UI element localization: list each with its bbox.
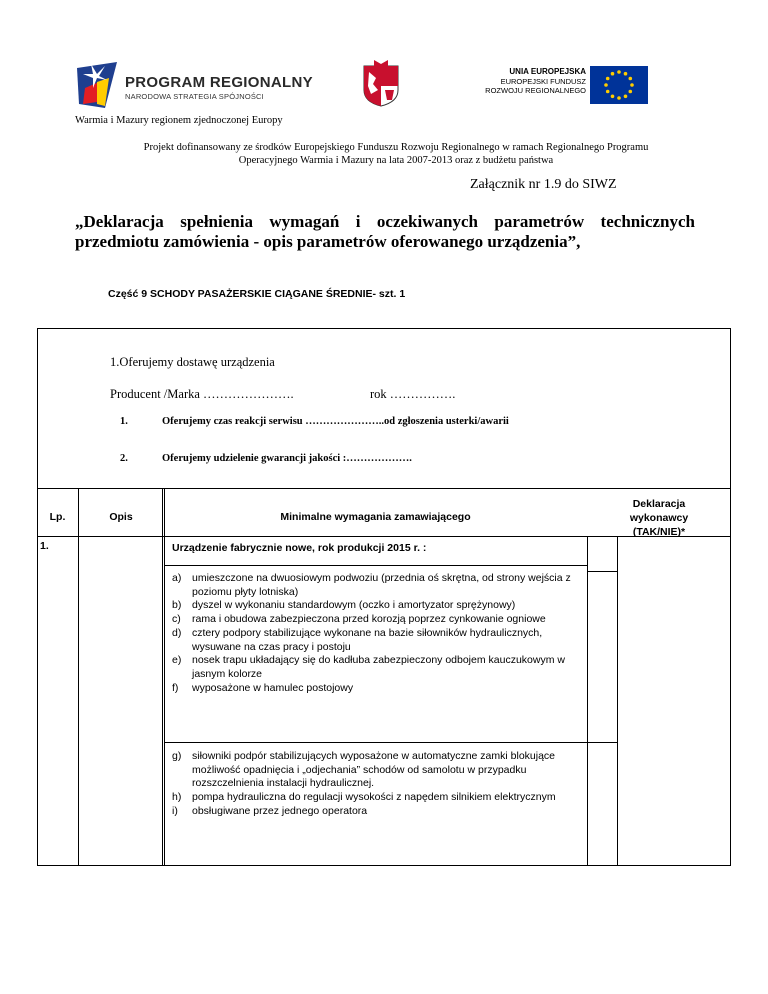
header-declaration-line-2: wykonawcy xyxy=(629,512,689,524)
list-item xyxy=(172,750,582,791)
project-line-2: Operacyjnego Warmia i Mazury na lata 2007-2013 oraz z budżetu państwa xyxy=(238,155,554,166)
warranty-field[interactable]: Oferujemy udzielenie gwarancji jakości :………………. xyxy=(162,453,412,464)
eu-line-3: ROZWOJU REGIONALNEGO xyxy=(485,86,586,95)
list-item-text: umieszczone na dwuosiowym podwoziu (przednia oś skrętna, od strony wejścia z poziomu płyty lotniska) xyxy=(192,572,571,598)
header-lp: Lp. xyxy=(49,511,66,523)
list-item xyxy=(172,654,582,681)
list-item xyxy=(172,572,582,599)
list-item xyxy=(172,627,582,654)
list-item xyxy=(172,613,582,627)
table-col-divider xyxy=(162,488,165,866)
table-col-divider xyxy=(587,536,588,866)
producer-field[interactable]: Producent /Marka …………………. xyxy=(110,387,294,401)
motto: Warmia i Mazury regionem zjednoczonej Europy xyxy=(75,115,283,126)
program-regionalny-icon xyxy=(75,60,125,110)
program-title: PROGRAM REGIONALNY xyxy=(125,74,313,91)
header-opis: Opis xyxy=(109,511,133,523)
list-item xyxy=(172,682,582,696)
eu-line-1: UNIA EUROPEJSKA xyxy=(509,67,586,76)
table-row-divider xyxy=(164,565,587,566)
list-item-marker: i) xyxy=(172,804,178,817)
list-item-marker: a) xyxy=(172,572,182,584)
list-item-text: pompa hydrauliczna do regulacji wysokości z napędem silnikiem elektrycznym xyxy=(192,791,556,804)
table-cell-divider xyxy=(587,742,617,743)
eu-line-2: EUROPEJSKI FUNDUSZ xyxy=(500,76,586,86)
row-number: 1. xyxy=(40,540,49,552)
list-item-text: rama i obudowa zabezpieczona przed korozją poprzez cynkowanie ogniowe xyxy=(192,613,546,626)
table-row-divider xyxy=(164,742,587,743)
list-item-marker: c) xyxy=(172,613,181,626)
row-main-requirement: Urządzenie fabrycznie nowe, rok produkcji 2015 r. : xyxy=(172,542,427,554)
requirements-list-2 xyxy=(172,750,582,819)
part-heading: Część 9 SCHODY PASAŻERSKIE CIĄGANE ŚREDNIE- szt. 1 xyxy=(108,288,406,300)
table-col-divider xyxy=(78,488,79,866)
offer-item-2-number: 2. xyxy=(120,453,128,464)
requirements-list-1 xyxy=(172,572,582,695)
eu-label xyxy=(470,67,586,96)
header-declaration-line-1: Deklaracja xyxy=(632,498,686,510)
service-response-field[interactable]: Oferujemy czas reakcji serwisu …………………..od zgłoszenia usterki/awarii xyxy=(162,416,509,427)
list-item-text: siłowniki podpór stabilizujących wyposażone w automatyczne zamki blokujące możliwość opadnięcia i „odjechania” schodów od samolotu w przypadku rozszczelnienia instalacji hydraulicznej. xyxy=(192,750,556,790)
year-field[interactable]: rok ……………. xyxy=(370,387,456,401)
header-declaration xyxy=(587,497,731,539)
list-item xyxy=(172,599,582,613)
list-item-text: dyszel w wykonaniu standardowym (oczko i amortyzator sprężynowy) xyxy=(192,599,516,612)
table-top-border xyxy=(37,488,731,489)
header-declaration-line-3: (TAK/NIE)* xyxy=(632,526,686,538)
list-item xyxy=(172,791,582,805)
eu-flag-icon xyxy=(590,66,648,104)
table-cell-divider xyxy=(587,571,617,572)
header-requirements: Minimalne wymagania zamawiającego xyxy=(280,511,471,523)
offer-title: 1.Oferujemy dostawę urządzenia xyxy=(110,355,275,369)
table-col-divider xyxy=(617,536,618,866)
list-item-marker: f) xyxy=(172,681,179,694)
list-item-text: obsługiwane przez jednego operatora xyxy=(192,804,368,817)
list-item-text: wyposażone w hamulec postojowy xyxy=(192,681,354,694)
list-item-marker: b) xyxy=(172,599,182,612)
declaration-title xyxy=(75,212,695,252)
project-line-1: Projekt dofinansowany ze środków Europejskiego Funduszu Rozwoju Regionalnego w ramach Regionalnego Programu xyxy=(143,142,649,153)
list-item-marker: e) xyxy=(172,654,182,667)
project-note xyxy=(90,141,702,167)
declaration-title-line-2: przedmiotu zamówienia - opis parametrów oferowanego urządzenia”, xyxy=(75,232,581,251)
list-item-marker: h) xyxy=(172,791,182,804)
list-item-marker: d) xyxy=(172,626,182,639)
annex-label: Załącznik nr 1.9 do SIWZ xyxy=(470,177,617,192)
declaration-title-line-1: „Deklaracja spełnienia wymagań i oczekiwanych parametrów technicznych xyxy=(75,212,695,231)
list-item-marker: g) xyxy=(172,750,182,762)
regional-emblem-icon xyxy=(360,60,402,108)
list-item xyxy=(172,805,582,819)
offer-item-1-number: 1. xyxy=(120,416,128,427)
list-item-text: cztery podpory stabilizujące wykonane na bazie siłowników hydraulicznych, wysuwane na czas pracy i postoju xyxy=(192,626,543,653)
program-subtitle: NARODOWA STRATEGIA SPÓJNOŚCI xyxy=(125,92,264,101)
list-item-text: nosek trapu układający się do kadłuba zabezpieczony odbojem kauczukowym w jasnym kolorze xyxy=(192,654,565,680)
